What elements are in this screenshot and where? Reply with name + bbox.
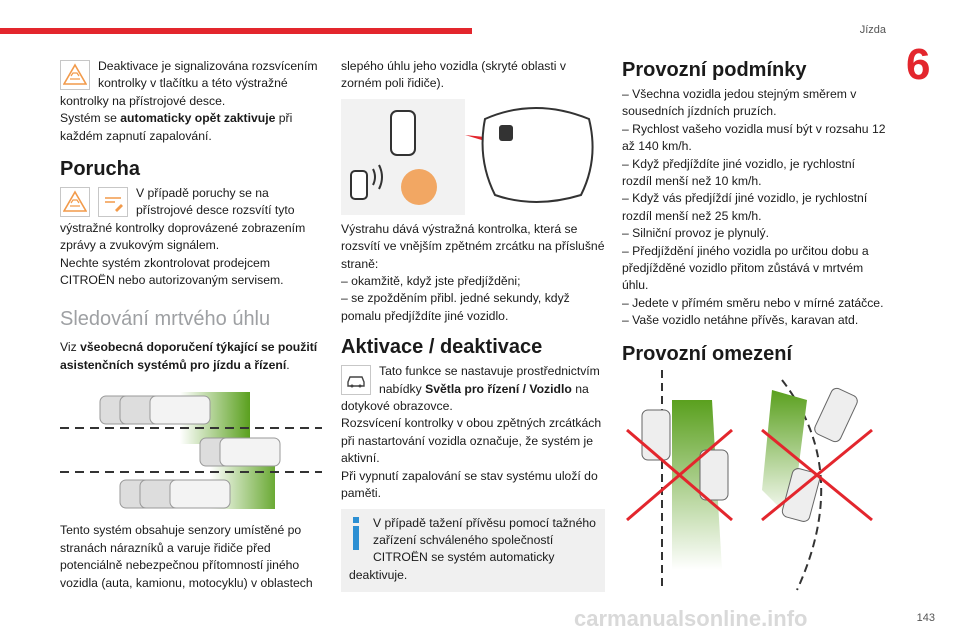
intro-line-2: kontrolky v tlačítku a této výstražné xyxy=(98,76,288,91)
page-number: 143 xyxy=(916,612,935,624)
conditions-heading: Provozní podmínky xyxy=(622,59,807,81)
condition-item-8: – Vaše vozidlo netáhne přívěs, karavan atd. xyxy=(622,313,859,328)
warning-item-1: – okamžitě, když jste předjížděni; xyxy=(341,274,521,289)
limits-diagram xyxy=(622,370,888,600)
car-skid-icon xyxy=(98,187,128,217)
info-icon xyxy=(349,517,363,551)
warning-triangle-icon xyxy=(60,60,90,90)
column-3 xyxy=(622,58,888,600)
warning-triangle-icon xyxy=(60,187,90,217)
fault-heading: Porucha xyxy=(60,158,141,181)
column-1 xyxy=(60,58,322,592)
chapter-number: 6 xyxy=(906,40,931,89)
trailer-info-text: V případě tažení přívěsu pomocí tažného zařízení schváleného společností CITROËN se systém automaticky deaktivuje. xyxy=(349,515,596,582)
fault-check-text: Nechte systém zkontrolovat prodejcem CITROËN nebo autorizovaným servisem. xyxy=(60,255,284,288)
condition-item-4: – Když vás předjíždí jiné vozidlo, je rychlostní rozdíl menší než 25 km/h. xyxy=(622,191,868,223)
activation-block xyxy=(341,363,605,415)
fault-text: V případě poruchy se na přístrojové desce rozsvítí tyto výstražné kontrolky doprovázené zobrazením zprávy a zvukovým signálem. xyxy=(60,186,306,253)
watermark: carmanualsonline.info xyxy=(574,606,808,631)
sensor-text: Tento systém obsahuje senzory umístěné po stranách nárazníků a varuje řidiče před potenciálně nebezpečnou přítomností jiného vozidla (auta, kamionu, motocyklu) v oblastech xyxy=(60,523,313,590)
fault-block xyxy=(60,185,322,255)
activation-mirrors-text: Rozsvícení kontrolky v obou zpětných zrcátkách při nastartování vozidla označuje, že systém je aktivní. xyxy=(341,416,602,466)
condition-item-6: – Předjíždění jiného vozidla po určitou dobu a předjížděné vozidlo přitom zůstává v mrtvém úhlu. xyxy=(622,243,869,293)
column-2 xyxy=(341,58,605,592)
intro-line-1: Deaktivace je signalizována rozsvícením xyxy=(98,59,318,73)
condition-item-5: – Silniční provoz je plynulý. xyxy=(622,226,769,241)
bsm-heading: Sledování mrtvého úhlu xyxy=(60,308,271,331)
mirror-warning-figure xyxy=(341,99,605,215)
condition-item-7: – Jedete v přímém směru nebo v mírné zatáčce. xyxy=(622,295,884,310)
activation-text: Tato funkce se nastavuje prostřednictvím nabídky Světla pro řízení / Vozidlo na dotykové obrazovce. xyxy=(341,364,600,414)
trailer-info-box xyxy=(341,509,605,593)
warning-text: Výstrahu dává výstražná kontrolka, která se rozsvítí ve vnějším zpětném zrcátku na příslušné straně: xyxy=(341,221,605,271)
activation-heading: Aktivace / deaktivace xyxy=(341,336,543,359)
condition-item-2: – Rychlost vašeho vozidla musí být v rozsahu 12 až 140 km/h. xyxy=(622,121,886,154)
activation-memory-text: Při vypnutí zapalování se stav systému uloží do paměti. xyxy=(341,468,598,501)
bsm-reference-text: Viz všeobecná doporučení týkající se použití asistenčních systémů pro jízdu a řízení. xyxy=(60,340,318,372)
warning-item-2: – se zpožděním přibl. jedné sekundy, když pomalu předjíždíte jiné vozidlo. xyxy=(341,291,570,323)
bsm-continuation-text: slepého úhlu jeho vozidla (skryté oblasti v zorném poli řidiče). xyxy=(341,59,566,91)
bsm-diagram-cars xyxy=(60,384,322,514)
car-settings-icon xyxy=(341,365,371,395)
top-accent-bar xyxy=(0,28,472,34)
system-reactivation-text: Systém se automaticky opět zaktivuje při každém zapnutí zapalování. xyxy=(60,111,293,143)
condition-item-3: – Když předjíždíte jiné vozidlo, je rychlostní rozdíl menší než 10 km/h. xyxy=(622,156,856,189)
header-title: Jízda xyxy=(859,24,886,36)
limits-heading: Provozní omezení xyxy=(622,342,793,365)
condition-item-1: – Všechna vozidla jedou stejným směrem v sousedních jízdních pruzích. xyxy=(622,87,857,119)
intro-block xyxy=(60,58,322,110)
intro-line-3: kontrolky na přístrojové desce. xyxy=(60,93,226,108)
